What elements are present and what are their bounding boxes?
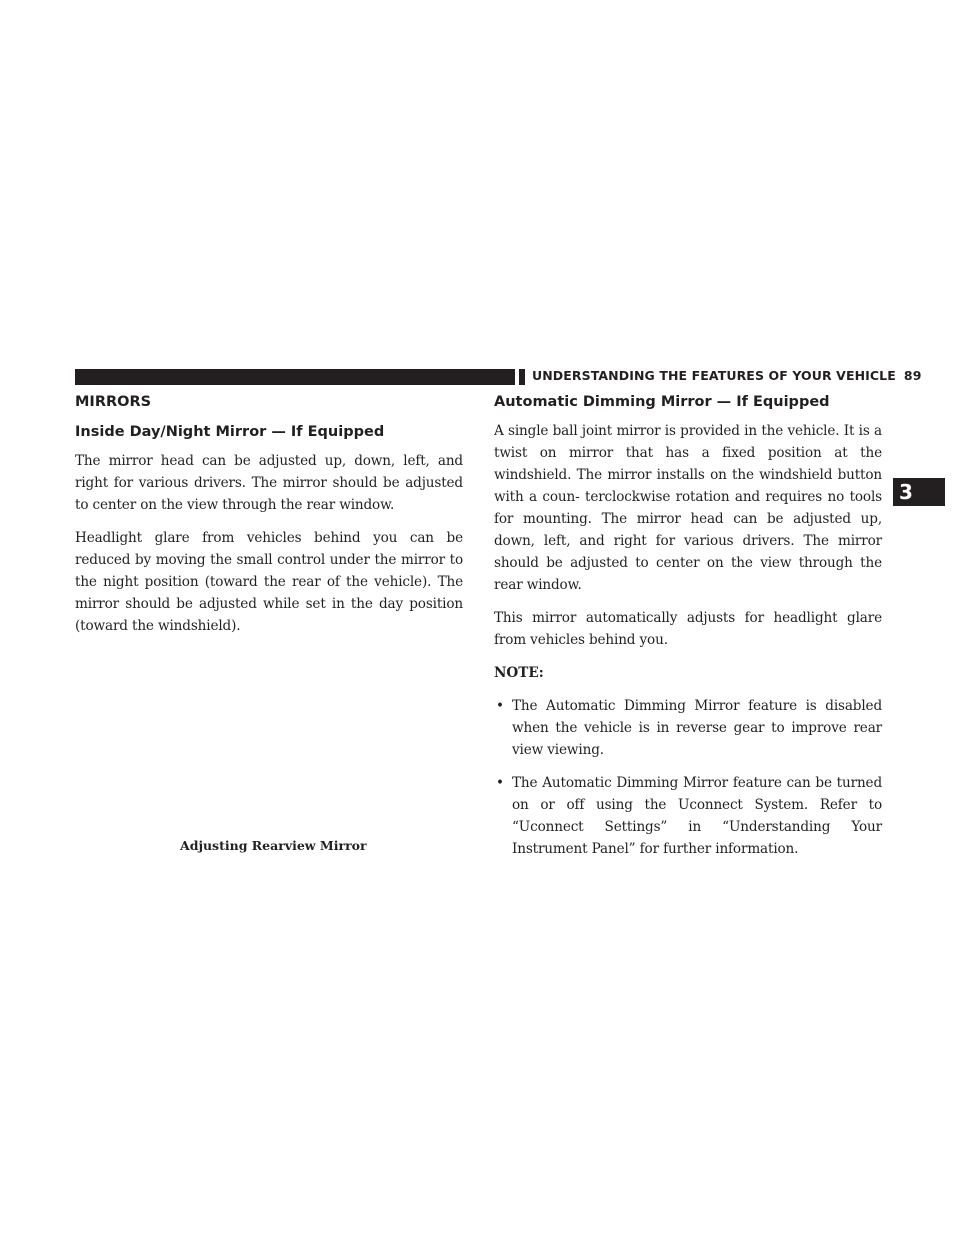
list-item (494, 695, 882, 761)
bullet-mark: • (496, 775, 504, 791)
list-item (494, 772, 882, 860)
paragraph: The mirror head can be adjusted up, down, left, and right for various drivers. The mirror should be adjusted to center on the view through the rear window. (75, 453, 463, 513)
section-heading: MIRRORS (75, 394, 152, 410)
header-rule (75, 369, 515, 385)
subheading-auto-dimming-mirror: Automatic Dimming Mirror — If Equipped (494, 394, 830, 410)
paragraph: This mirror automatically adjusts for headlight glare from vehicles behind you. (494, 610, 882, 648)
left-column (75, 392, 463, 648)
subheading-day-night-mirror: Inside Day/Night Mirror — If Equipped (75, 424, 385, 440)
header-rule-segment (519, 369, 525, 385)
header-title: UNDERSTANDING THE FEATURES OF YOUR VEHICLE (532, 368, 896, 383)
paragraph: A single ball joint mirror is provided in the vehicle. It is a twist on mirror that has a fixed position at the windshield. The mirror installs on the windshield button with a coun- terclockwise rotation and requires no tools for mounting. The mirror head can be adjusted up, down, left, and right for various drivers. The mirror should be adjusted to center on the view through the rear window. (494, 423, 882, 593)
chapter-tab: 3 (893, 478, 945, 506)
figure-caption: Adjusting Rearview Mirror (180, 838, 367, 853)
page-number: 89 (903, 368, 922, 383)
running-header (532, 368, 922, 383)
right-column (494, 392, 882, 871)
bullet-mark: • (496, 698, 504, 714)
bullet-text: The Automatic Dimming Mirror feature is disabled when the vehicle is in reverse gear to improve rear view viewing. (512, 698, 882, 758)
note-label: NOTE: (494, 665, 544, 681)
paragraph: Headlight glare from vehicles behind you can be reduced by moving the small control under the mirror to the night position (toward the rear of the vehicle). The mirror should be adjusted while set in the day position (toward the windshield). (75, 530, 463, 634)
note-bullet-list (494, 695, 882, 860)
bullet-text: The Automatic Dimming Mirror feature can be turned on or off using the Uconnect System. Refer to “Uconnect Settings” in “Understanding Your Instrument Panel” for further information. (512, 775, 882, 857)
